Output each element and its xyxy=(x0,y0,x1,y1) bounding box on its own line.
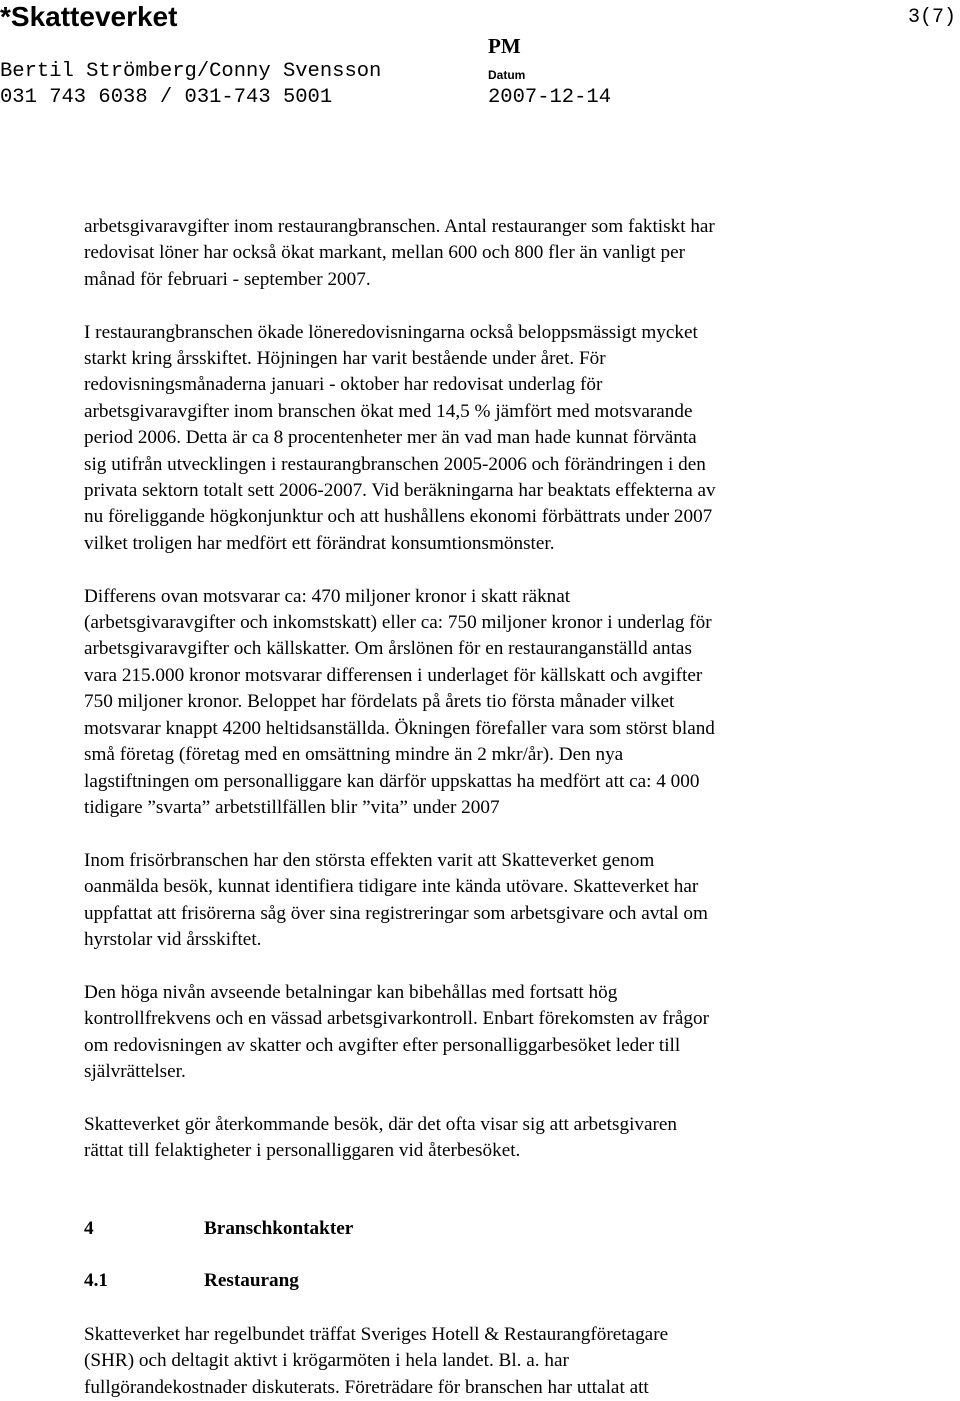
section-number: 4 xyxy=(84,1218,94,1239)
paragraph: I restaurangbranschen ökade löneredovisningarna också beloppsmässigt mycket starkt kring årsskiftet. Höjningen har varit bestående under året. För redovisningsmånaderna januari - oktober har redovisat underlag för arbetsgivaravgifter inom branschen ökat med 14,5 % jämfört med motsvarande period 2006. Detta är ca 8 procentenheter mer än vad man hade kunnat förvänta sig utifrån utvecklingen i restaurangbranschen 2005-2006 och förändringen i den privata sektorn totalt sett 2006-2007. Vid beräkningarna har beaktats effekterna av nu föreliggande högkonjunktur och att hushållens ekonomi förbättrats under 2007 vilket troligen har medfört ett förändrat konsumtionsmönster. xyxy=(84,321,716,554)
paragraph: arbetsgivaravgifter inom restaurangbranschen. Antal restauranger som faktiskt har redovisat löner har också ökat markant, mellan 600 och 800 fler än vanligt per månad för februari - september 2007. xyxy=(84,216,715,290)
authors: Bertil Strömberg/Conny Svensson xyxy=(0,60,382,83)
subsection-heading xyxy=(84,1268,299,1294)
document-type: PM xyxy=(488,34,521,58)
paragraph: Inom frisörbranschen har den största effekten varit att Skatteverket genom oanmälda besök, kunnat identifiera tidigare inte kända utövare. Skatteverket har uppfattat att frisörerna såg över sina registreringar som arbetsgivare och avtal om hyrstolar vid årsskiftet. xyxy=(84,849,708,950)
page-number: 3(7) xyxy=(907,6,956,29)
paragraph: Differens ovan motsvarar ca: 470 miljoner kronor i skatt räknat (arbetsgivaravgifter och inkomstskatt) eller ca: 750 miljoner kronor i underlag för arbetsgivaravgifter och källskatter. Om årslönen för en restauranganställd antas vara 215.000 kronor motsvarar differensen i underlaget för källskatt och avgifter 750 miljoner kronor. Beloppet har fördelats på årets tio första månader vilket motsvarar knappt 4200 heltidsanställda. Ökningen förefaller vara som störst bland små företag (företag med en omsättning mindre än 2 mkr/år). Den nya lagstiftningen om personalliggare kan därför uppskattas ha medfört att ca: 4 000 tidigare ”svarta” arbetstillfällen blir ”vita” under 2007 xyxy=(84,585,715,818)
paragraph: Den höga nivån avseende betalningar kan bibehållas med fortsatt hög kontrollfrekvens och en vässad arbetsgivarkontroll. Enbart förekomsten av frågor om redovisningen av skatter och avgifter efter personalliggarbesöket leder till självrättelser. xyxy=(84,981,709,1082)
body-text xyxy=(84,214,954,1165)
section-title: Branschkontakter xyxy=(204,1218,354,1239)
date-label: Datum xyxy=(488,68,526,82)
paragraph: Skatteverket gör återkommande besök, där det ofta visar sig att arbetsgivaren rättat till felaktigheter i personalliggaren vid återbesöket. xyxy=(84,1113,678,1162)
document-date: 2007-12-14 xyxy=(488,86,612,109)
phone-numbers: 031 743 6038 / 031-743 5001 xyxy=(0,86,333,109)
subsection-number: 4.1 xyxy=(84,1270,108,1291)
skatteverket-logo: *Skatteverket xyxy=(0,1,178,32)
paragraph: Skatteverket har regelbundet träffat Sveriges Hotell & Restaurangföretagare (SHR) och deltagit aktivt i krögarmöten i hela landet. Bl. a. har fullgörandekostnader diskuterats. Företrädare för branschen har uttalat att xyxy=(84,1324,669,1398)
section-heading xyxy=(84,1216,353,1242)
subsection-title: Restaurang xyxy=(204,1270,299,1291)
